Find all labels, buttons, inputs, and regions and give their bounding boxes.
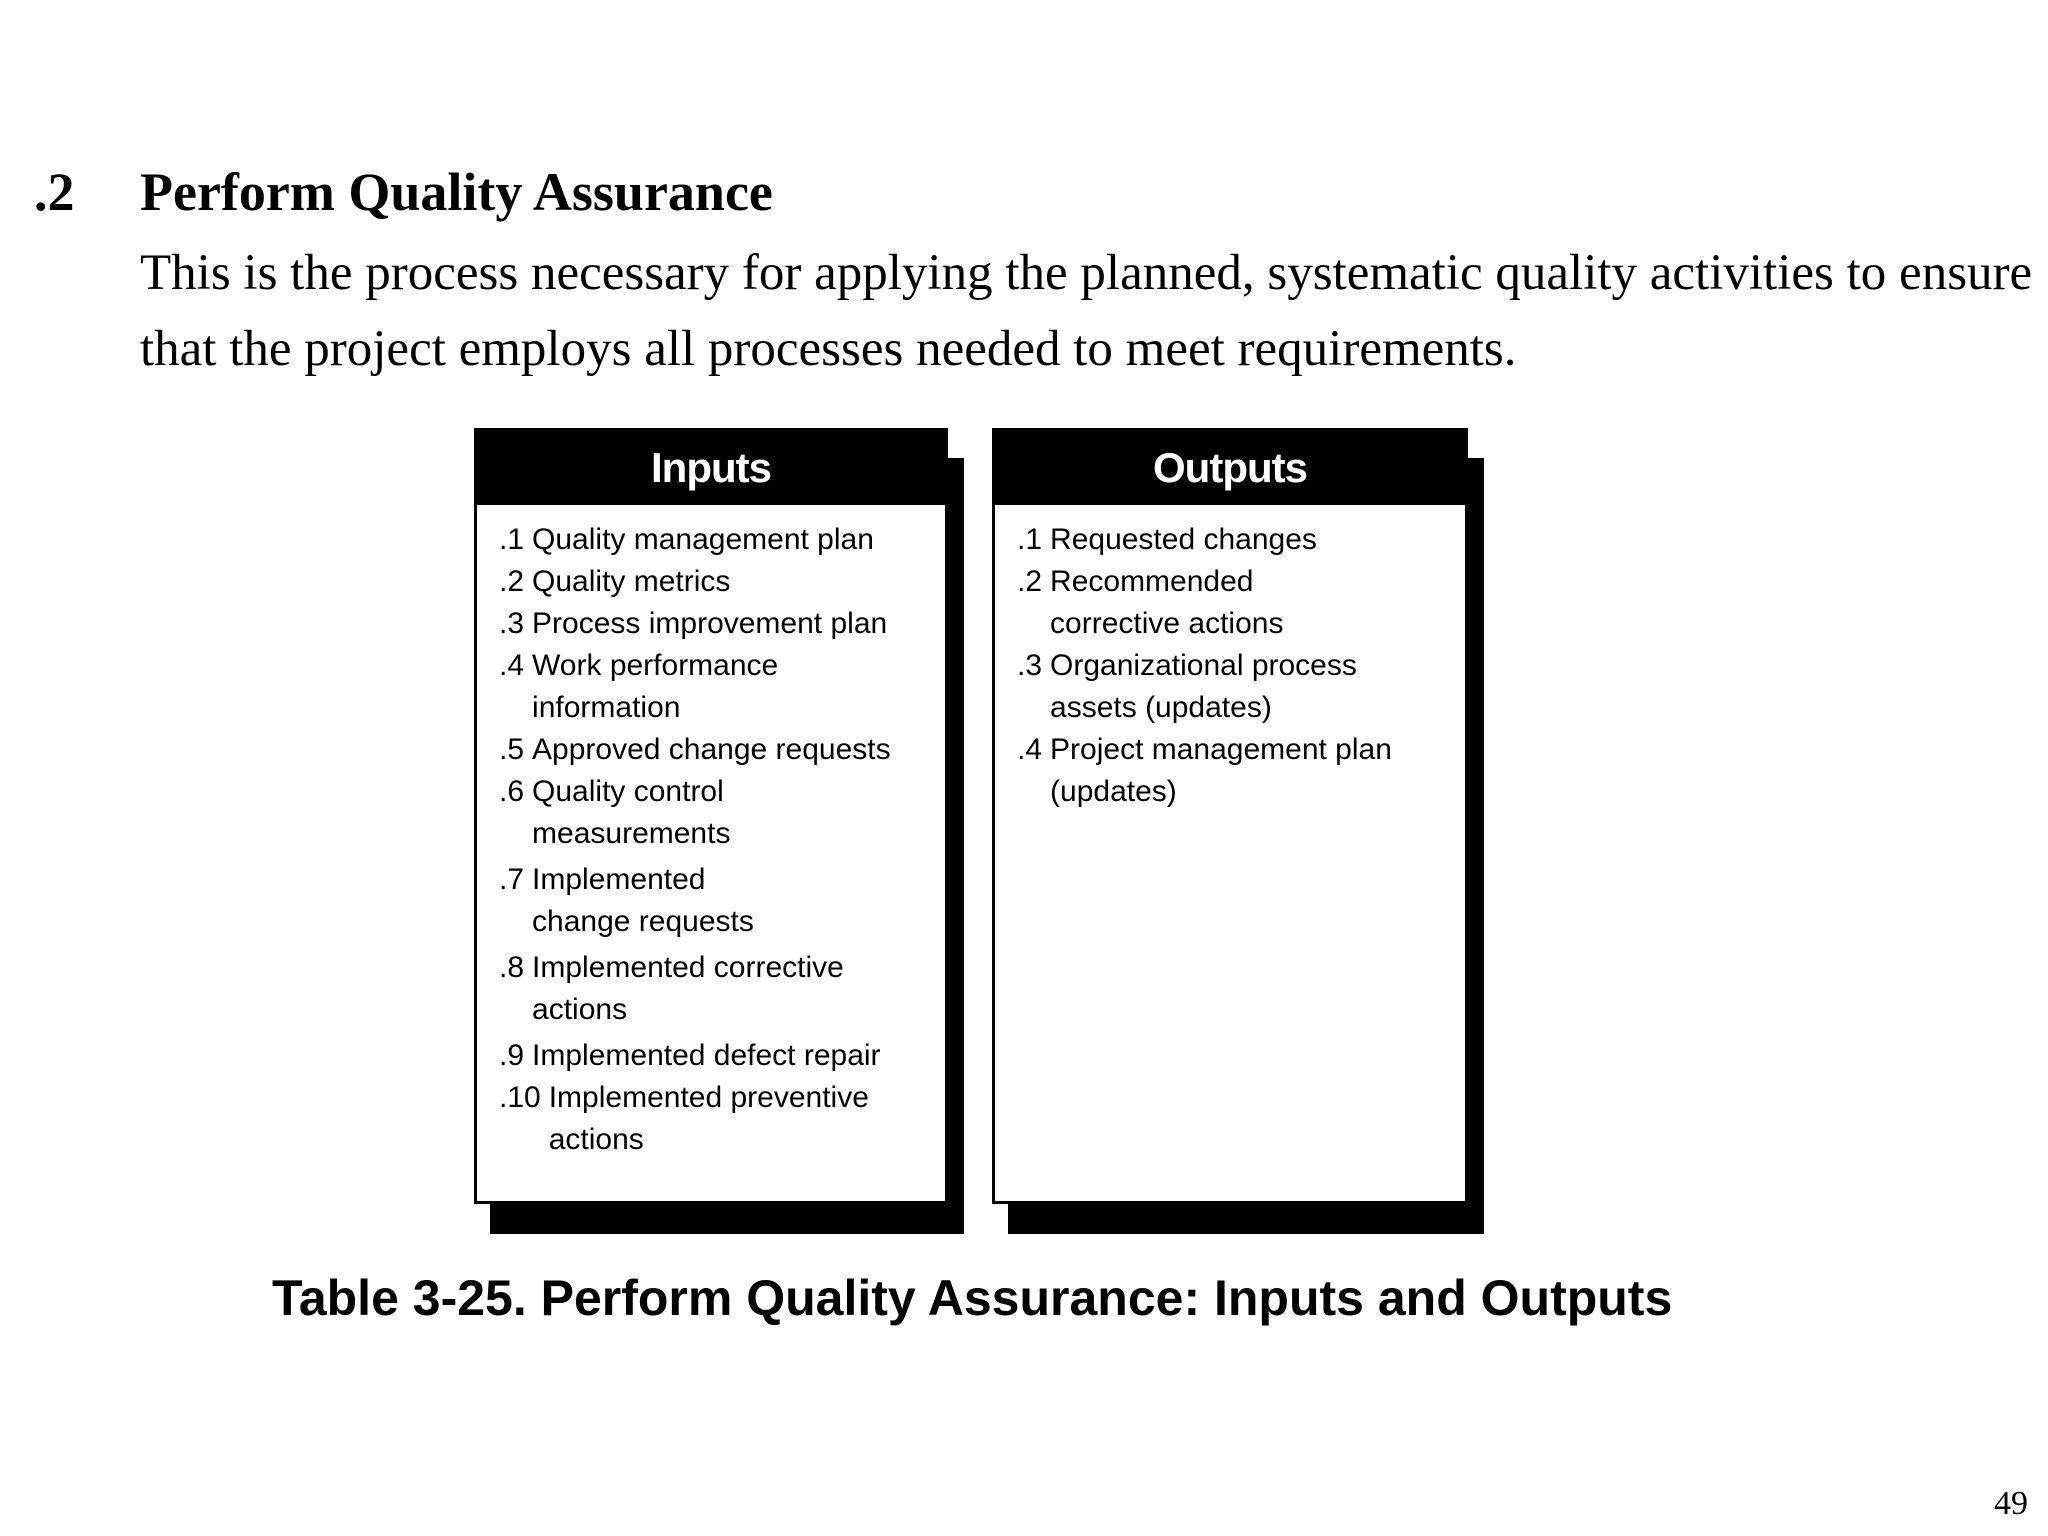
outputs-heading: Outputs	[995, 431, 1465, 505]
list-item	[1017, 561, 1455, 645]
item-number: .10	[499, 1081, 541, 1114]
list-item	[499, 729, 935, 771]
list-item	[499, 947, 935, 1031]
list-item	[1017, 729, 1455, 813]
item-text: Implemented corrective actions	[532, 951, 844, 1026]
item-text: Approved change requests	[532, 733, 891, 766]
list-item	[1017, 645, 1455, 729]
inputs-panel	[474, 428, 948, 1204]
item-number: .8	[499, 951, 525, 984]
list-item	[499, 519, 935, 561]
item-number: .6	[499, 775, 525, 808]
list-item	[499, 603, 935, 645]
section-number: .2	[34, 162, 75, 222]
list-item	[1017, 519, 1455, 561]
inputs-list	[477, 505, 945, 1161]
list-item	[499, 645, 935, 729]
list-item	[499, 561, 935, 603]
item-number: .4	[499, 649, 525, 682]
item-number: .4	[1017, 733, 1043, 766]
item-number: .9	[499, 1039, 525, 1072]
item-number: .1	[1017, 523, 1043, 556]
item-text: Recommended corrective actions	[1050, 565, 1284, 640]
list-item	[499, 1035, 935, 1077]
item-text: Implemented defect repair	[532, 1039, 881, 1072]
section-title: Perform Quality Assurance	[140, 162, 773, 222]
outputs-panel-box	[992, 428, 1468, 1204]
item-number: .7	[499, 863, 525, 896]
item-text: Quality management plan	[532, 523, 874, 556]
item-text: Project management plan (updates)	[1050, 733, 1392, 808]
item-text: Organizational process assets (updates)	[1050, 649, 1357, 724]
item-number: .1	[499, 523, 525, 556]
item-text: Implemented preventive actions	[548, 1081, 869, 1156]
item-text: Quality metrics	[532, 565, 731, 598]
list-item	[499, 1077, 935, 1161]
list-item	[499, 859, 935, 943]
item-text: Quality control measurements	[532, 775, 731, 850]
inputs-panel-box	[474, 428, 948, 1204]
item-text: Process improvement plan	[532, 607, 888, 640]
page-number: 49	[1994, 1485, 2028, 1522]
item-number: .3	[499, 607, 525, 640]
item-number: .5	[499, 733, 525, 766]
item-text: Requested changes	[1050, 523, 1317, 556]
item-number: .3	[1017, 649, 1043, 682]
item-number: .2	[499, 565, 525, 598]
item-text: Work performance information	[532, 649, 779, 724]
list-item	[499, 771, 935, 855]
outputs-list	[995, 505, 1465, 813]
table-caption: Table 3-25. Perform Quality Assurance: Inputs and Outputs	[272, 1270, 1673, 1326]
outputs-panel	[992, 428, 1468, 1204]
section-description: This is the process necessary for applying the planned, systematic quality activities to ensure that the project employs all processes needed to meet requirements.	[140, 245, 2033, 377]
inputs-heading: Inputs	[477, 431, 945, 505]
item-number: .2	[1017, 565, 1043, 598]
item-text: Implemented change requests	[532, 863, 754, 938]
